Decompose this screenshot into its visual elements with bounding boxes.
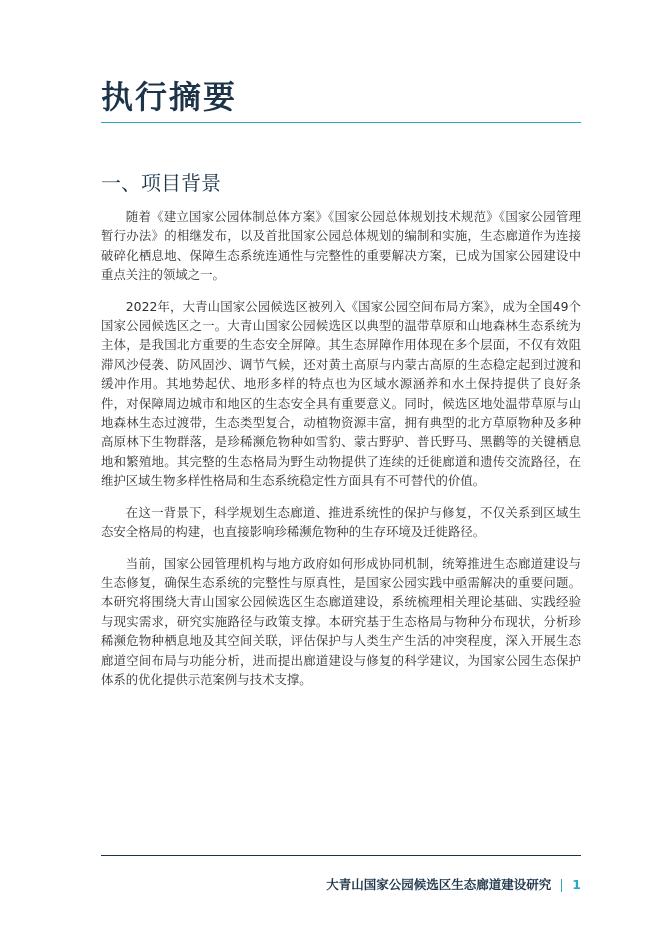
page-title: 执行摘要 — [101, 78, 238, 116]
footer-report-title: 大青山国家公园候选区生态廊道建设研究 — [326, 877, 552, 892]
body-text — [101, 207, 581, 701]
footer-divider — [101, 855, 581, 856]
footer-separator — [561, 879, 562, 892]
section-heading: 一、项目背景 — [101, 171, 221, 195]
page-footer — [326, 876, 581, 894]
page-number: 1 — [572, 877, 581, 892]
title-divider — [101, 122, 581, 123]
paragraph-3: 在这一背景下，科学规划生态廊道、推进系统性的保护与修复，不仅关系到区域生态安全格局的构建，也直接影响珍稀濒危物种的生存环境及迁徙路径。 — [101, 504, 581, 540]
paragraph-4: 当前，国家公园管理机构与地方政府如何形成协同机制，统筹推进生态廊道建设与生态修复，确保生态系统的完整性与原真性，是国家公园实践中亟需解决的重要问题。本研究将围绕大青山国家公园候选区生态廊道建设，系统梳理相关理论基础、实践经验与现实需求，研究实施路径与政策支撑。本研究基于生态格局与物种分布现状，分析珍稀濒危物种栖息地及其空间关联，评估保护与人类生产生活的冲突程度，深入开展生态廊道空间布局与功能分析，进而提出廊道建设与修复的科学建议，为国家公园生态保护体系的优化提供示范案例与技术支撑。 — [101, 555, 581, 687]
paragraph-1: 随着《建立国家公园体制总体方案》《国家公园总体规划技术规范》《国家公园管理暂行办法》的相继发布，以及首批国家公园总体规划的编制和实施，生态廊道作为连接破碎化栖息地、保障生态系统连通性与完整性的重要解决方案，已成为国家公园建设中重点关注的领域之一。 — [101, 209, 581, 283]
paragraph-2: 2022年，大青山国家公园候选区被列入《国家公园空间布局方案》，成为全国49个国家公园候选区之一。大青山国家公园候选区以典型的温带草原和山地森林生态系统为主体，是我国北方重要的生态安全屏障。其生态屏障作用体现在多个层面，不仅有效阻滞风沙侵袭、防风固沙、调节气候，还对黄土高原与内蒙古高原的生态稳定起到过渡和缓冲作用。其地势起伏、地形多样的特点也为区域水源涵养和水土保持提供了良好条件，对保障周边城市和地区的生态安全具有重要意义。同时，候选区地处温带草原与山地森林生态过渡带，生态类型复合，动植物资源丰富，拥有典型的北方草原物种及多种高原林下生物群落，是珍稀濒危物种如雪豹、蒙古野驴、普氏野马、黑鹳等的关键栖息地和繁殖地。其完整的生态格局为野生动物提供了连续的迁徙廊道和遗传交流路径，在维护区域生物多样性格局和生态系统稳定性方面具有不可替代的价值。 — [101, 298, 581, 489]
